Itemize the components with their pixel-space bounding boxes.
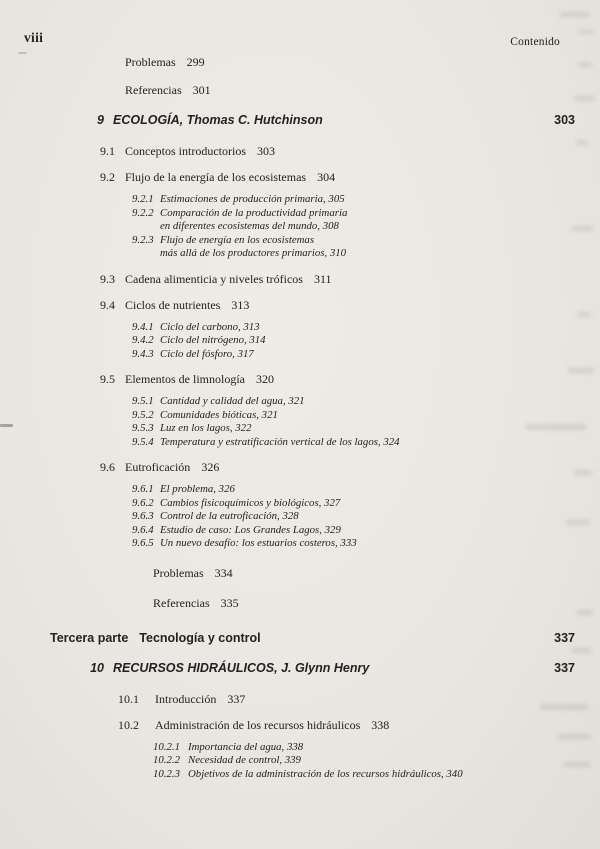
scan-smudge	[571, 226, 593, 231]
scan-smudge	[574, 470, 592, 475]
subsection-number: 9.4.1	[132, 320, 154, 333]
subsection-text	[188, 768, 575, 782]
toc-entry-tercera-parte	[0, 630, 575, 646]
scan-smudge	[575, 96, 595, 101]
scan-smudge	[571, 648, 591, 653]
section-title: Ciclos de nutrientes	[125, 297, 221, 312]
subsection-text	[160, 321, 575, 335]
subsection-line: Ciclo del fósforo, 317	[160, 347, 254, 360]
subsection-text	[160, 510, 575, 524]
subsection-line: Cambios fisicoquímicos y biológicos, 327	[160, 496, 341, 509]
subsection-line: Objetivos de la administración de los recursos hidráulicos, 340	[188, 767, 463, 780]
subsection-number: 10.2.3	[153, 767, 180, 780]
scan-smudge	[578, 30, 594, 34]
subsection-line: Importancia del agua, 338	[188, 740, 304, 753]
chapter-title: ECOLOGÍA, Thomas C. Hutchinson	[113, 113, 323, 127]
toc-entry-9.5.1	[0, 395, 575, 409]
toc-entry-9.6.2	[0, 497, 575, 511]
section-number: 9.4	[100, 297, 115, 312]
toc-entry-9.1	[0, 144, 575, 159]
subsection-number: 9.6.2	[132, 496, 154, 509]
section-title: Elementos de limnología	[125, 372, 245, 386]
subsection-number: 9.2.1	[132, 193, 154, 205]
subsection-line: Necesidad de control, 339	[188, 754, 301, 766]
running-header: Contenido	[510, 36, 560, 48]
scan-smudge	[564, 762, 590, 767]
subsection-number: 9.5.4	[132, 435, 154, 448]
chapter-title: RECURSOS HIDRÁULICOS, J. Glynn Henry	[113, 660, 370, 675]
scan-smudge	[578, 62, 592, 67]
scan-smudge	[577, 610, 593, 615]
subsection-text	[160, 334, 575, 348]
section-page-number: 326	[201, 460, 220, 474]
subsection-text	[160, 193, 575, 207]
subsection-number: 9.2.2	[132, 206, 154, 219]
subsection-text	[160, 483, 575, 497]
subsection-line: Estudio de caso: Los Grandes Lagos, 329	[160, 523, 341, 536]
subsection-text	[160, 207, 575, 234]
subsection-line: Luz en los lagos, 322	[160, 422, 252, 434]
subsection-number: 9.6.3	[132, 510, 154, 522]
chapter-number: 10	[90, 660, 104, 675]
section-title: Introducción	[155, 691, 217, 706]
toc-entry-10.2	[0, 718, 575, 733]
section-page-number: 313	[231, 297, 250, 312]
section-title: Conceptos introductorios	[125, 144, 246, 158]
section-title: Eutroficación	[125, 460, 191, 474]
scan-smudge	[566, 520, 590, 525]
toc-entry-10.1	[0, 692, 575, 707]
toc-entry-9.6.5	[0, 537, 575, 551]
subsection-line: Ciclo del nitrógeno, 314	[160, 334, 266, 346]
endmatter-page-number: 335	[220, 595, 239, 610]
subsection-text	[160, 234, 575, 261]
scan-smudge	[560, 12, 590, 17]
subsection-number: 9.5.2	[132, 408, 154, 421]
toc-entry-9.3	[0, 272, 575, 287]
subsection-text	[160, 409, 575, 423]
section-title: Flujo de la energía de los ecosistemas	[125, 170, 307, 184]
section-number: 9.6	[100, 460, 115, 474]
subsection-line: El problema, 326	[160, 483, 235, 495]
subsection-text	[160, 436, 575, 450]
section-number: 10.1	[118, 691, 139, 706]
subsection-line: Control de la eutroficación, 328	[160, 510, 299, 522]
subsection-text	[188, 754, 575, 768]
section-number: 9.1	[100, 144, 115, 158]
subsection-line: Comparación de la productividad primaria	[160, 206, 348, 219]
part-page-number: 337	[554, 630, 575, 645]
scan-mark	[18, 52, 27, 54]
toc-entry-9.6	[0, 460, 575, 475]
subsection-text	[160, 422, 575, 436]
section-page-number: 338	[371, 717, 390, 732]
section-page-number: 303	[256, 144, 275, 158]
toc-entry-9.4.3	[0, 348, 575, 362]
toc-entry-referencias	[0, 83, 575, 98]
toc-entry-9.4.2	[0, 334, 575, 348]
section-page-number: 337	[227, 691, 246, 706]
subsection-line: más allá de los productores primarios, 310	[160, 247, 347, 259]
endmatter-title: Referencias	[125, 83, 182, 97]
toc-entry-9	[0, 112, 575, 128]
subsection-line: Flujo de energía en los ecosistemas	[160, 233, 315, 246]
endmatter-page-number: 301	[192, 83, 211, 97]
subsection-line: Temperatura y estratificación vertical de los lagos, 324	[160, 435, 400, 448]
toc-entry-9.2	[0, 170, 575, 185]
scan-mark	[0, 424, 13, 427]
subsection-line: Estimaciones de producción primaria, 305	[160, 193, 345, 205]
toc-entry-9.2.2	[0, 207, 575, 234]
subsection-line: Comunidades bióticas, 321	[160, 408, 278, 421]
part-title: Tecnología y control	[139, 630, 261, 645]
subsection-text	[160, 524, 575, 538]
subsection-line: Un nuevo desafío: los estuarios costeros, 333	[160, 537, 357, 549]
toc-entry-9.5.2	[0, 409, 575, 423]
toc-entry-10.2.1	[0, 741, 575, 755]
toc-entry-10	[0, 660, 575, 676]
subsection-number: 9.4.3	[132, 347, 154, 360]
subsection-text	[160, 395, 575, 409]
subsection-number: 9.6.4	[132, 523, 154, 536]
toc-entry-9.2.1	[0, 193, 575, 207]
subsection-number: 10.2.2	[153, 754, 180, 766]
section-number: 9.2	[100, 170, 115, 184]
chapter-number: 9	[97, 113, 104, 127]
toc-entry-9.4	[0, 298, 575, 313]
section-page-number: 304	[317, 170, 336, 184]
scan-smudge	[558, 734, 592, 739]
subsection-text	[160, 497, 575, 511]
section-title: Cadena alimenticia y niveles tróficos	[125, 271, 303, 286]
scan-smudge	[568, 368, 594, 373]
subsection-number: 9.5.1	[132, 395, 154, 407]
toc-entry-problemas	[0, 566, 575, 581]
section-page-number: 311	[313, 271, 332, 286]
subsection-number: 10.2.1	[153, 740, 180, 753]
endmatter-title: Problemas	[125, 55, 176, 69]
section-number: 9.3	[100, 271, 115, 286]
subsection-number: 9.6.5	[132, 537, 154, 549]
scan-smudge	[526, 424, 586, 430]
endmatter-title: Referencias	[153, 595, 210, 610]
toc-entry-9.4.1	[0, 321, 575, 335]
page-folio: viii	[24, 30, 44, 45]
toc-entry-9.5	[0, 372, 575, 387]
endmatter-page-number: 299	[186, 55, 205, 69]
subsection-line: Cantidad y calidad del agua, 321	[160, 395, 305, 407]
section-page-number: 320	[255, 372, 274, 386]
section-number: 10.2	[118, 717, 139, 732]
chapter-page-number: 337	[554, 660, 575, 675]
toc-entry-9.6.1	[0, 483, 575, 497]
scan-smudge	[576, 140, 588, 145]
subsection-text	[188, 741, 575, 755]
toc-entry-9.2.3	[0, 234, 575, 261]
endmatter-title: Problemas	[153, 565, 204, 580]
toc-entries	[0, 42, 600, 781]
scan-smudge	[540, 704, 588, 710]
toc-entry-9.5.3	[0, 422, 575, 436]
subsection-text	[160, 348, 575, 362]
toc-entry-10.2.2	[0, 754, 575, 768]
subsection-text	[160, 537, 575, 551]
part-label: Tercera parte	[50, 630, 129, 645]
toc-entry-referencias	[0, 596, 575, 611]
subsection-line: en diferentes ecosistemas del mundo, 308	[160, 220, 339, 232]
endmatter-page-number: 334	[214, 565, 233, 580]
chapter-page-number: 303	[554, 113, 575, 127]
toc-entry-problemas	[0, 55, 575, 70]
subsection-number: 9.6.1	[132, 483, 154, 495]
subsection-number: 9.5.3	[132, 422, 154, 434]
scan-smudge	[577, 312, 591, 317]
toc-entry-9.6.4	[0, 524, 575, 538]
toc-entry-9.5.4	[0, 436, 575, 450]
subsection-number: 9.2.3	[132, 233, 154, 246]
section-number: 9.5	[100, 372, 115, 386]
toc-entry-9.6.3	[0, 510, 575, 524]
section-title: Administración de los recursos hidráulicos	[155, 717, 361, 732]
subsection-line: Ciclo del carbono, 313	[160, 320, 260, 333]
subsection-number: 9.4.2	[132, 334, 154, 346]
toc-entry-10.2.3	[0, 768, 575, 782]
